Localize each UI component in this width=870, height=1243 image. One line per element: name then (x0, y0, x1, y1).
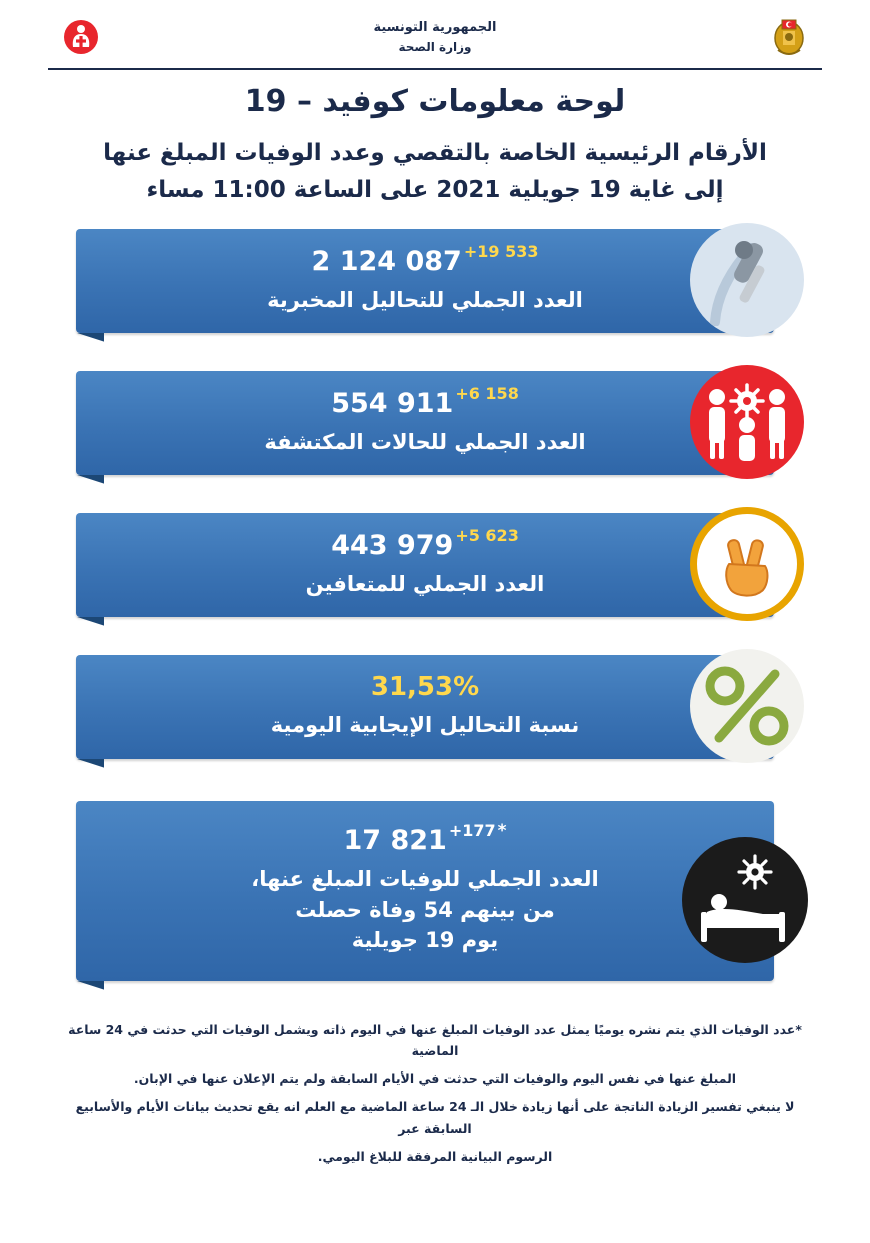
stat-banner-cases (76, 371, 774, 475)
stat-banner-tests (76, 229, 774, 333)
stat-row (48, 649, 822, 773)
stat-row (48, 365, 822, 489)
stat-value: 443 979 (331, 529, 454, 561)
stat-label-line-3: يوم 19 جويلية (351, 928, 499, 953)
page-header (48, 0, 822, 70)
stat-value: 31,53% (370, 672, 480, 703)
footnote-line-1: *عدد الوفيات الذي يتم نشره يوميًا يمثل عدد الوفيات المبلغ عنها في اليوم ذاته ويشمل الوفيات التي حدثت في 24 ساعة الماضية (68, 1021, 802, 1059)
stat-label-line-1: العدد الجملي للحالات المكتشفة (264, 429, 586, 454)
stat-value-group (311, 241, 539, 277)
recovery-victory-hand-icon (690, 507, 804, 621)
stat-value-group (331, 525, 519, 561)
stat-row (48, 507, 822, 631)
stat-label (306, 569, 545, 599)
deaths-hospital-bed-icon (682, 837, 808, 963)
stat-label-line-1: نسبة التحاليل الإيجابية اليومية (270, 713, 580, 738)
stat-banner-recovered (76, 513, 774, 617)
covid-swab-test-icon (690, 223, 804, 337)
footnote-marker: * (497, 821, 507, 842)
stat-row (48, 791, 822, 1001)
subtitle-line-2: إلى غاية 19 جويلية 2021 على الساعة 11:00 مساء (146, 176, 724, 203)
stat-row (48, 223, 822, 347)
stat-label-line-1: العدد الجملي للتحاليل المخبرية (267, 287, 583, 312)
stat-banner-positivity (76, 655, 774, 759)
footnote-line-4: الرسوم البيانية المرفقة للبلاغ اليومي. (317, 1148, 553, 1164)
stat-value-group (331, 383, 519, 419)
footnote (48, 1019, 822, 1168)
ministry-of-health-logo (58, 14, 104, 60)
stat-label-line-1: العدد الجملي للوفيات المبلغ عنها، (251, 867, 599, 892)
page-title: لوحة معلومات كوفيد – 19 (244, 84, 626, 119)
stats-list (48, 223, 822, 1001)
stat-delta: +177 (448, 821, 496, 841)
stat-delta: +19 533 (463, 241, 539, 261)
stat-label (251, 864, 598, 955)
footnote-line-3: لا ينبغي تفسير الزيادة الناتجة على أنها زيادة خلال الـ 24 ساعة الماضية مع العلم انه يقع تحديث بيانات الأيام والأسابيع السابقة عبر (75, 1099, 795, 1137)
stat-value-group (343, 821, 507, 857)
subtitle-line-1: الأرقام الرئيسية الخاصة بالتقصي وعدد الوفيات المبلغ عنها (103, 140, 767, 166)
stat-value: 17 821 (343, 825, 447, 857)
ministry-name: وزارة الصحة (398, 39, 472, 54)
confirmed-cases-people-icon (690, 365, 804, 479)
page-subtitle (48, 135, 822, 209)
stat-label-line-2: من بينهم 54 وفاة حصلت (295, 897, 555, 922)
stat-value: 2 124 087 (311, 245, 462, 277)
tunisia-national-emblem (766, 14, 812, 60)
stat-label (264, 427, 585, 457)
footnote-line-2: المبلغ عنها في نفس اليوم والوفيات التي حدثت في الأيام السابقة ولم يتم الإعلان عنها في الإبان. (133, 1071, 737, 1087)
stat-banner-deaths (76, 801, 774, 981)
country-name: الجمهورية التونسية (373, 20, 497, 36)
title-block (48, 70, 822, 209)
stat-label-line-1: العدد الجملي للمتعافين (305, 571, 545, 596)
percent-icon (690, 649, 804, 763)
stat-value: 554 911 (331, 387, 454, 419)
stat-label (267, 285, 583, 315)
stat-delta: +5 623 (455, 525, 519, 545)
stat-delta: +6 158 (455, 383, 519, 403)
stat-label (271, 710, 579, 740)
header-country-text (104, 18, 766, 56)
